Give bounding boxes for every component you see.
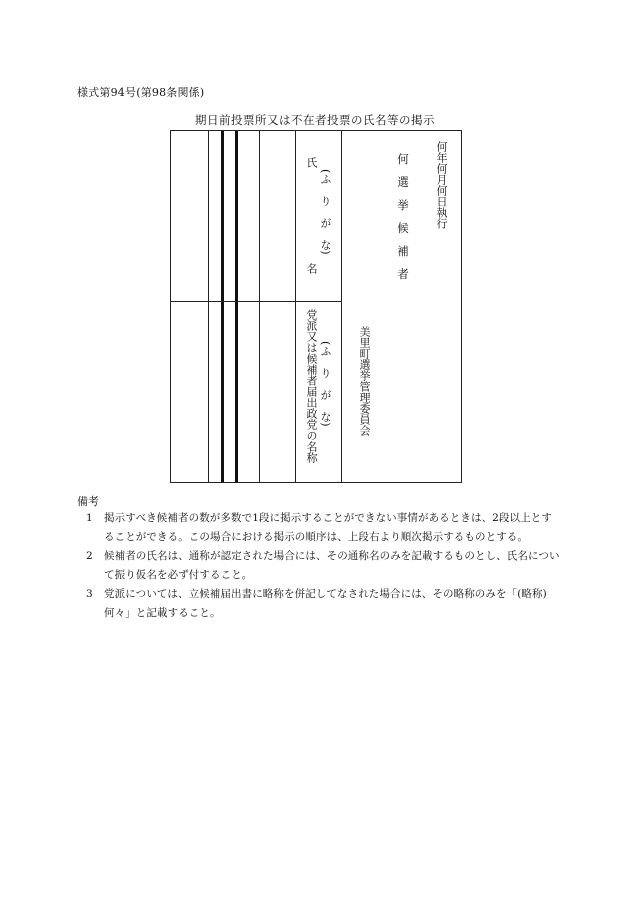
- remark-item: [84, 509, 560, 547]
- name-label-bottom: 名: [305, 263, 318, 274]
- remark-text: 党派については、立候補届出書に略称を併記してなされた場合には、その略称のみを「(略称)何々」と記載すること。: [104, 588, 547, 619]
- remark-item: [84, 585, 560, 623]
- election-commission-label: 美里町選挙管理委員会: [358, 326, 371, 436]
- remark-number: 2: [86, 550, 93, 562]
- notice-table: [170, 130, 462, 483]
- party-furigana: (ふ り が な): [319, 341, 332, 427]
- remark-number: 1: [86, 512, 93, 524]
- name-furigana: (ふ り が な): [319, 169, 332, 255]
- name-label-top: 氏: [305, 157, 318, 168]
- form-title: 期日前投票所又は不在者投票の氏名等の掲示: [195, 113, 435, 127]
- remarks-list: [84, 509, 560, 623]
- remark-text: 候補者の氏名は、通称が認定された場合には、その通称名のみを記載するものとし、氏名について振り仮名を必ず付すること。: [104, 550, 560, 581]
- thick-column-divider: [235, 131, 238, 482]
- remark-item: [84, 547, 560, 585]
- remark-text: 掲示すべき候補者の数が多数で1段に掲示することができない事情があるときは、2段以上とすることができる。この場合における掲示の順序は、上段右より順次掲示するものとする。: [104, 512, 552, 543]
- election-candidates-label: 何 選 挙 候 補 者: [396, 153, 410, 280]
- column-divider: [208, 131, 209, 482]
- remark-number: 3: [86, 588, 93, 600]
- column-divider: [341, 131, 342, 482]
- row-divider: [171, 301, 341, 302]
- thick-column-divider: [221, 131, 224, 482]
- column-divider: [295, 131, 296, 482]
- column-divider: [259, 131, 260, 482]
- remarks-heading: 備考: [77, 495, 99, 508]
- form-number: 様式第94号(第98条関係): [77, 86, 205, 99]
- date-label: 何年何月何日執行: [435, 141, 448, 229]
- party-name-label: 党派又は候補者届出政党の名称: [305, 309, 318, 463]
